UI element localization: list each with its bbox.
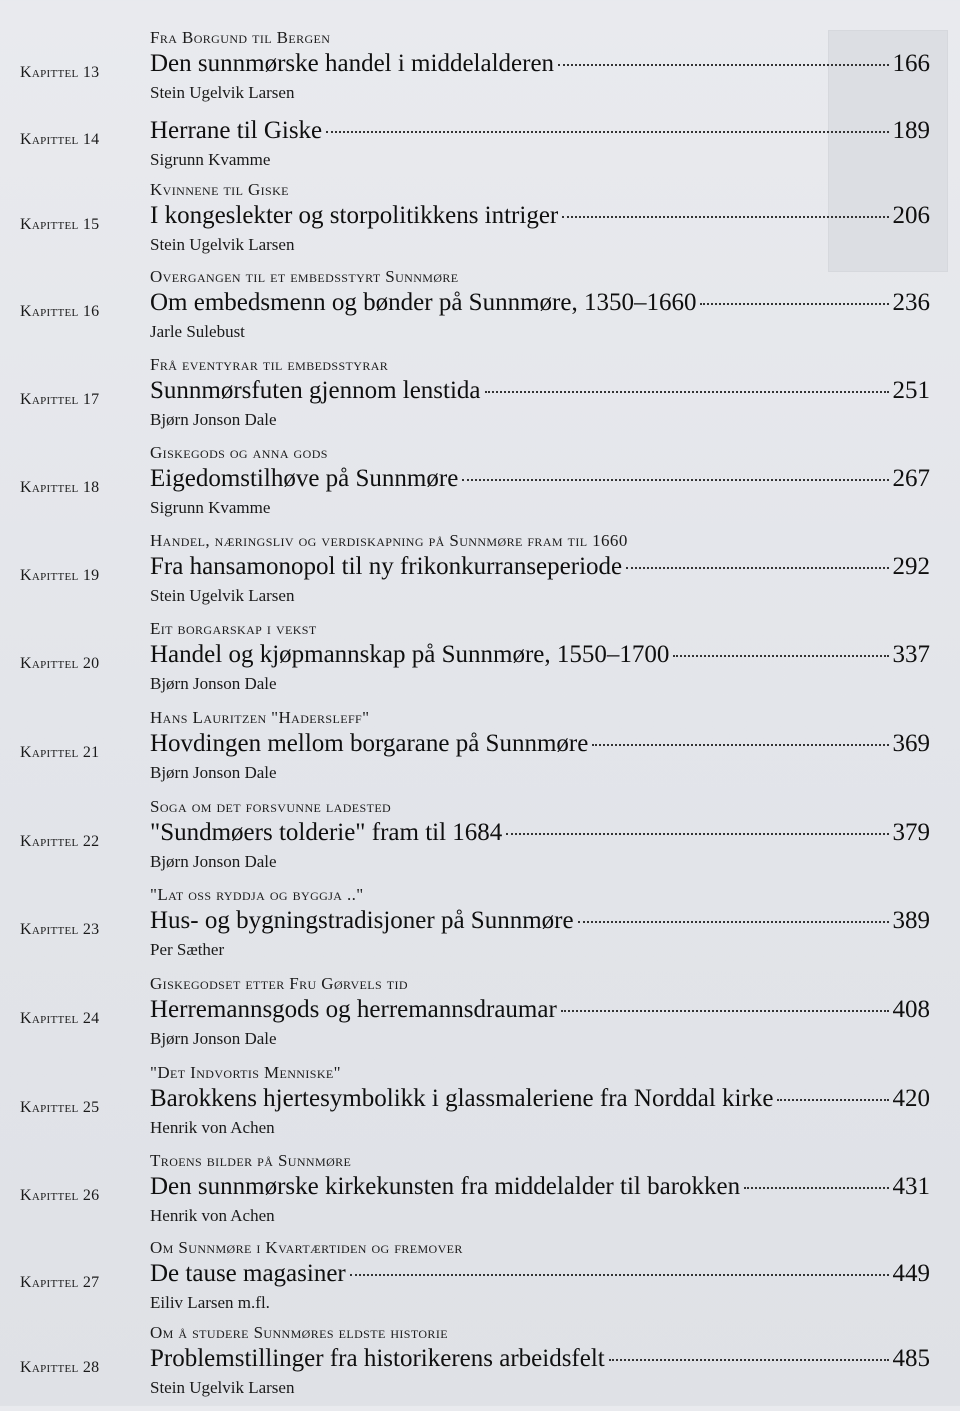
author: Henrik von Achen bbox=[150, 1206, 275, 1225]
page-number: 449 bbox=[892, 1260, 930, 1287]
dot-leader bbox=[326, 131, 888, 133]
author: Per Sæther bbox=[150, 940, 225, 959]
author: Stein Ugelvik Larsen bbox=[150, 83, 295, 102]
dot-leader bbox=[558, 64, 888, 66]
page-number: 267 bbox=[892, 465, 930, 492]
dot-leader bbox=[350, 1274, 889, 1276]
chapter-title[interactable]: Eigedomstilhøve på Sunnmøre bbox=[150, 465, 459, 492]
toc-entry[interactable] bbox=[0, 1238, 960, 1326]
page-number: 236 bbox=[892, 289, 930, 316]
page-number: 420 bbox=[892, 1085, 930, 1112]
toc-entry[interactable] bbox=[0, 708, 960, 796]
dot-leader bbox=[562, 216, 888, 218]
author: Stein Ugelvik Larsen bbox=[150, 586, 295, 605]
chapter-number: Kapittel 23 bbox=[20, 921, 100, 938]
chapter-title[interactable]: Problemstillinger fra historikerens arbeidsfelt bbox=[150, 1345, 605, 1372]
chapter-number: Kapittel 20 bbox=[20, 655, 100, 672]
page-number: 292 bbox=[892, 553, 930, 580]
section-kicker: "Det Indvortis Menniske" bbox=[150, 1063, 341, 1082]
section-kicker: Om å studere Sunnmøres eldste historie bbox=[150, 1323, 448, 1342]
toc-entry[interactable] bbox=[0, 1323, 960, 1411]
chapter-title[interactable]: Den sunnmørske handel i middelalderen bbox=[150, 50, 555, 77]
toc-entry[interactable] bbox=[0, 267, 960, 355]
chapter-title[interactable]: Herrane til Giske bbox=[150, 117, 323, 144]
chapter-number: Kapittel 15 bbox=[20, 216, 100, 233]
chapter-number: Kapittel 19 bbox=[20, 567, 100, 584]
chapter-title[interactable]: Barokkens hjertesymbolikk i glassmaleriene fra Norddal kirke bbox=[150, 1085, 774, 1112]
dot-leader bbox=[673, 655, 888, 657]
section-kicker: Troens bilder på Sunnmøre bbox=[150, 1151, 352, 1170]
section-kicker: Handel, næringsliv og verdiskapning på Sunnmøre fram til 1660 bbox=[150, 531, 628, 550]
toc-entry[interactable] bbox=[0, 95, 960, 183]
dot-leader bbox=[561, 1010, 889, 1012]
chapter-title[interactable]: Den sunnmørske kirkekunsten fra middelalder til barokken bbox=[150, 1173, 741, 1200]
page-number: 166 bbox=[892, 50, 930, 77]
author: Bjørn Jonson Dale bbox=[150, 410, 277, 429]
page-number: 369 bbox=[892, 730, 930, 757]
toc-entry[interactable] bbox=[0, 974, 960, 1062]
section-kicker: Soga om det forsvunne ladested bbox=[150, 797, 392, 816]
author: Bjørn Jonson Dale bbox=[150, 763, 277, 782]
dot-leader bbox=[744, 1187, 888, 1189]
chapter-title[interactable]: "Sundmøers tolderie" fram til 1684 bbox=[150, 819, 503, 846]
dot-leader bbox=[506, 833, 888, 835]
page-number: 206 bbox=[892, 202, 930, 229]
toc-entry[interactable] bbox=[0, 885, 960, 973]
author: Bjørn Jonson Dale bbox=[150, 1029, 277, 1048]
toc-entry[interactable] bbox=[0, 180, 960, 268]
toc-entry[interactable] bbox=[0, 619, 960, 707]
chapter-title[interactable]: Fra hansamonopol til ny frikonkurranseperiode bbox=[150, 553, 623, 580]
chapter-title[interactable]: Hus- og bygningstradisjoner på Sunnmøre bbox=[150, 907, 574, 934]
toc-entry[interactable] bbox=[0, 1063, 960, 1151]
chapter-number: Kapittel 25 bbox=[20, 1099, 100, 1116]
page-number: 189 bbox=[892, 117, 930, 144]
dot-leader bbox=[462, 479, 888, 481]
author: Sigrunn Kvamme bbox=[150, 150, 271, 169]
author: Jarle Sulebust bbox=[150, 322, 245, 341]
page-number: 389 bbox=[892, 907, 930, 934]
section-kicker: Overgangen til et embedsstyrt Sunnmøre bbox=[150, 267, 459, 286]
chapter-number: Kapittel 21 bbox=[20, 744, 100, 761]
chapter-number: Kapittel 22 bbox=[20, 833, 100, 850]
author: Bjørn Jonson Dale bbox=[150, 852, 277, 871]
author: Bjørn Jonson Dale bbox=[150, 674, 277, 693]
author: Stein Ugelvik Larsen bbox=[150, 1378, 295, 1397]
chapter-number: Kapittel 27 bbox=[20, 1274, 100, 1291]
dot-leader bbox=[592, 744, 888, 746]
toc-entry[interactable] bbox=[0, 355, 960, 443]
chapter-number: Kapittel 14 bbox=[20, 131, 100, 148]
dot-leader bbox=[626, 567, 888, 569]
author: Henrik von Achen bbox=[150, 1118, 275, 1137]
page-number: 431 bbox=[892, 1173, 930, 1200]
chapter-number: Kapittel 24 bbox=[20, 1010, 100, 1027]
page-number: 251 bbox=[892, 377, 930, 404]
chapter-title[interactable]: Handel og kjøpmannskap på Sunnmøre, 1550–1700 bbox=[150, 641, 670, 668]
chapter-number: Kapittel 17 bbox=[20, 391, 100, 408]
section-kicker: Om Sunnmøre i Kvartærtiden og fremover bbox=[150, 1238, 463, 1257]
dot-leader bbox=[578, 921, 889, 923]
author: Stein Ugelvik Larsen bbox=[150, 235, 295, 254]
page-number: 379 bbox=[892, 819, 930, 846]
chapter-title[interactable]: De tause magasiner bbox=[150, 1260, 346, 1287]
chapter-title[interactable]: Sunnmørsfuten gjennom lenstida bbox=[150, 377, 481, 404]
toc-entry[interactable] bbox=[0, 1151, 960, 1239]
dot-leader bbox=[700, 303, 888, 305]
section-kicker: Hans Lauritzen "Hadersleff" bbox=[150, 708, 370, 727]
chapter-number: Kapittel 13 bbox=[20, 64, 100, 81]
chapter-number: Kapittel 26 bbox=[20, 1187, 100, 1204]
section-kicker: Giskegods og anna gods bbox=[150, 443, 328, 462]
dot-leader bbox=[777, 1099, 888, 1101]
dot-leader bbox=[609, 1359, 889, 1361]
chapter-title[interactable]: Hovdingen mellom borgarane på Sunnmøre bbox=[150, 730, 589, 757]
section-kicker: Fra Borgund til Bergen bbox=[150, 28, 331, 47]
chapter-number: Kapittel 28 bbox=[20, 1359, 100, 1376]
page-number: 408 bbox=[892, 996, 930, 1023]
section-kicker: Frå eventyrar til embedsstyrar bbox=[150, 355, 389, 374]
chapter-title[interactable]: I kongeslekter og storpolitikkens intriger bbox=[150, 202, 559, 229]
chapter-number: Kapittel 18 bbox=[20, 479, 100, 496]
chapter-number: Kapittel 16 bbox=[20, 303, 100, 320]
section-kicker: Kvinnene til Giske bbox=[150, 180, 289, 199]
toc-entry[interactable] bbox=[0, 531, 960, 619]
page-number: 485 bbox=[892, 1345, 930, 1372]
dot-leader bbox=[485, 391, 889, 393]
toc-entry[interactable] bbox=[0, 797, 960, 885]
toc-entry[interactable] bbox=[0, 443, 960, 531]
section-kicker: Eit borgarskap i vekst bbox=[150, 619, 317, 638]
author: Eiliv Larsen m.fl. bbox=[150, 1293, 270, 1312]
chapter-title[interactable]: Herremannsgods og herremannsdraumar bbox=[150, 996, 557, 1023]
section-kicker: Giskegodset etter Fru Gørvels tid bbox=[150, 974, 408, 993]
page-number: 337 bbox=[892, 641, 930, 668]
section-kicker: "Lat oss ryddja og byggja .." bbox=[150, 885, 364, 904]
author: Sigrunn Kvamme bbox=[150, 498, 271, 517]
chapter-title[interactable]: Om embedsmenn og bønder på Sunnmøre, 1350–1660 bbox=[150, 289, 697, 316]
